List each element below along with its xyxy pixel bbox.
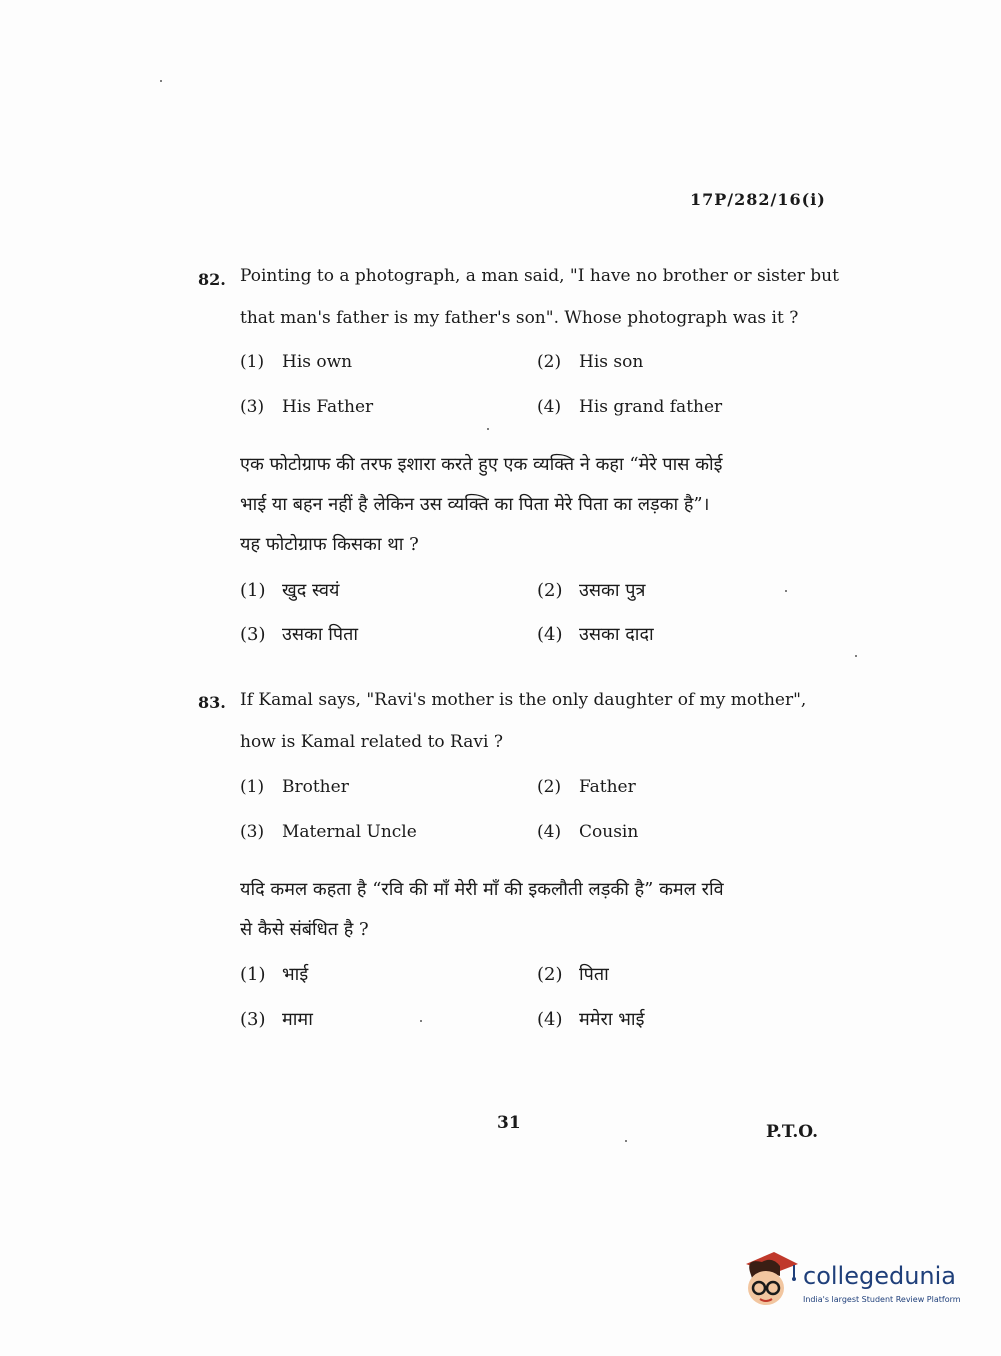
option-text: खुद स्वयं bbox=[282, 580, 340, 601]
question-82-hi-line-3: यह फोटोग्राफ किसका था ? bbox=[240, 534, 419, 555]
q83-en-option-3[interactable] bbox=[240, 822, 417, 842]
q82-hi-option-3[interactable] bbox=[240, 622, 358, 646]
option-number: (3) bbox=[240, 1009, 266, 1030]
option-number: (2) bbox=[537, 964, 563, 985]
option-number: (2) bbox=[537, 777, 562, 797]
scan-speck bbox=[487, 428, 489, 430]
q82-en-option-4[interactable] bbox=[537, 397, 722, 417]
logo-tagline: India's largest Student Review Platform bbox=[803, 1295, 961, 1304]
option-number: (4) bbox=[537, 397, 562, 417]
option-text: मामा bbox=[282, 1009, 313, 1030]
q82-hi-option-1[interactable] bbox=[240, 578, 339, 602]
q83-hi-option-1[interactable] bbox=[240, 962, 308, 986]
option-number: (3) bbox=[240, 624, 266, 645]
option-number: (1) bbox=[240, 964, 266, 985]
question-82-hi-line-1: एक फोटोग्राफ की तरफ इशारा करते हुए एक व्यक्ति ने कहा “मेरे पास कोई bbox=[240, 454, 723, 475]
question-83-hi-line-2: से कैसे संबंधित है ? bbox=[240, 919, 369, 940]
question-83-en-line-1: If Kamal says, "Ravi's mother is the only daughter of my mother", bbox=[240, 690, 807, 710]
option-number: (3) bbox=[240, 397, 265, 417]
scan-speck bbox=[855, 655, 857, 657]
option-text: His own bbox=[282, 352, 353, 372]
question-82-en-line-1: Pointing to a photograph, a man said, "I have no brother or sister but bbox=[240, 266, 839, 286]
question-83-en-line-2: how is Kamal related to Ravi ? bbox=[240, 732, 503, 752]
option-text: भाई bbox=[282, 964, 309, 985]
option-text: Father bbox=[579, 777, 636, 797]
option-number: (2) bbox=[537, 352, 562, 372]
paper-code: 17P/282/16(i) bbox=[690, 190, 826, 209]
scan-speck bbox=[160, 80, 162, 82]
option-text: उसका पिता bbox=[282, 624, 359, 645]
question-82-hi-line-2: भाई या बहन नहीं है लेकिन उस व्यक्ति का पिता मेरे पिता का लड़का है”। bbox=[240, 494, 710, 515]
question-83-number: 83. bbox=[198, 693, 226, 712]
q82-en-option-3[interactable] bbox=[240, 397, 373, 417]
option-number: (4) bbox=[537, 624, 563, 645]
scan-speck bbox=[625, 1140, 627, 1142]
q83-hi-option-4[interactable] bbox=[537, 1007, 644, 1031]
option-number: (1) bbox=[240, 580, 266, 601]
option-number: (4) bbox=[537, 822, 562, 842]
option-text: पिता bbox=[579, 964, 609, 985]
option-text: Cousin bbox=[579, 822, 639, 842]
page-number: 31 bbox=[497, 1113, 521, 1133]
option-number: (1) bbox=[240, 777, 265, 797]
option-text: उसका पुत्र bbox=[579, 580, 646, 601]
q82-hi-option-2[interactable] bbox=[537, 578, 645, 602]
option-number: (3) bbox=[240, 822, 265, 842]
collegedunia-logo bbox=[740, 1248, 970, 1318]
q83-en-option-4[interactable] bbox=[537, 822, 638, 842]
option-number: (2) bbox=[537, 580, 563, 601]
student-mascot-icon bbox=[740, 1248, 800, 1310]
option-text: उसका दादा bbox=[579, 624, 654, 645]
scan-speck bbox=[420, 1020, 422, 1022]
q83-hi-option-2[interactable] bbox=[537, 962, 609, 986]
option-text: His son bbox=[579, 352, 644, 372]
q83-en-option-2[interactable] bbox=[537, 777, 636, 797]
logo-brand-text: collegedunia bbox=[803, 1262, 957, 1290]
option-text: Brother bbox=[282, 777, 349, 797]
q82-hi-option-4[interactable] bbox=[537, 622, 654, 646]
q82-en-option-1[interactable] bbox=[240, 352, 352, 372]
option-number: (4) bbox=[537, 1009, 563, 1030]
option-text: His grand father bbox=[579, 397, 723, 417]
scan-speck bbox=[785, 590, 787, 592]
option-text: Maternal Uncle bbox=[282, 822, 417, 842]
question-82-en-line-2: that man's father is my father's son". Whose photograph was it ? bbox=[240, 308, 799, 328]
option-number: (1) bbox=[240, 352, 265, 372]
question-82-number: 82. bbox=[198, 270, 226, 289]
q82-en-option-2[interactable] bbox=[537, 352, 643, 372]
q83-en-option-1[interactable] bbox=[240, 777, 349, 797]
q83-hi-option-3[interactable] bbox=[240, 1007, 313, 1031]
please-turn-over: P.T.O. bbox=[766, 1122, 818, 1142]
option-text: His Father bbox=[282, 397, 374, 417]
option-text: ममेरा भाई bbox=[579, 1009, 645, 1030]
question-83-hi-line-1: यदि कमल कहता है “रवि की माँ मेरी माँ की इकलौती लड़की है” कमल रवि bbox=[240, 879, 724, 900]
